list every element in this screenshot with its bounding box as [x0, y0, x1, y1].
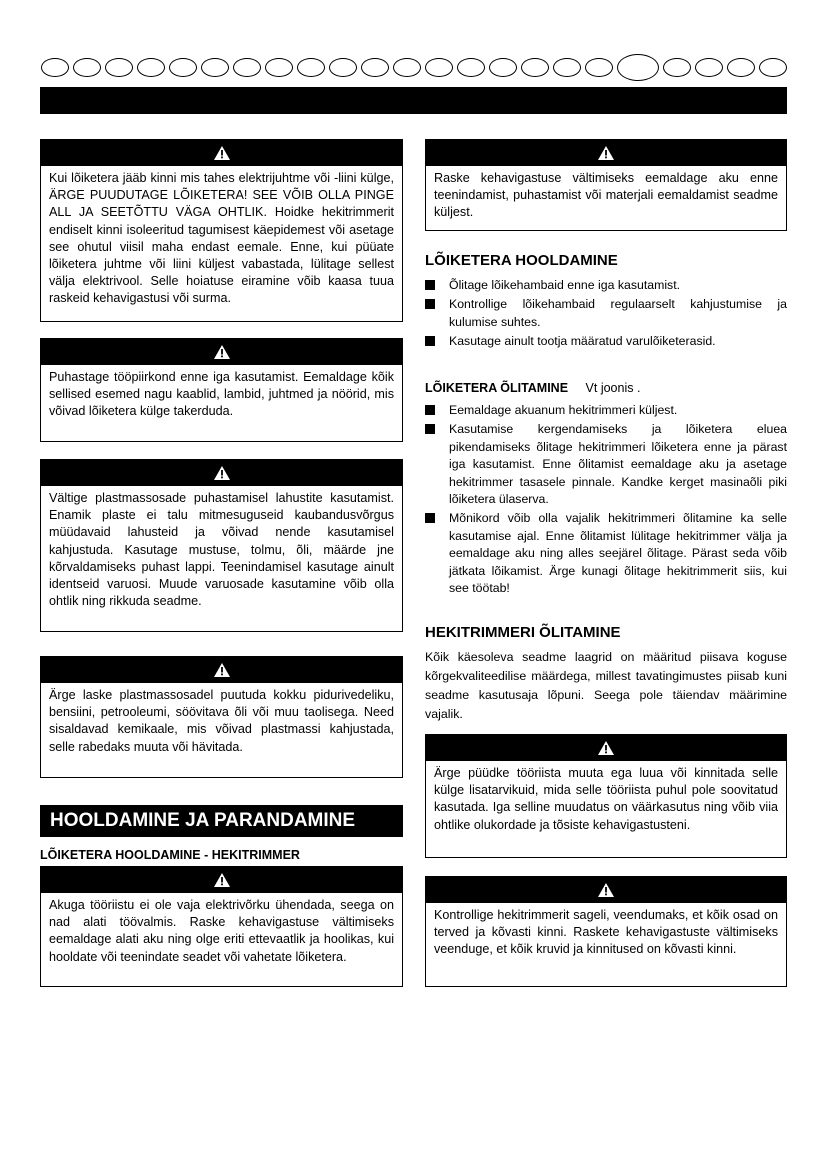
warning-triangle-icon: [214, 663, 230, 677]
blade-oiling-heading: [425, 381, 640, 395]
language-tab: [169, 58, 197, 77]
trimmer-oiling-text: Kõik käesoleva seadme laagrid on määritud piisava koguse kõrgekvaliteedilise määrdega, millest tavatingimustes piisab kuni seadme kasutusaja lõpuni. Seega pole täiendav määrimine vajalik.: [425, 650, 787, 721]
language-tab: [727, 58, 755, 77]
warning-text: Ärge laske plastmassosadel puutuda kokku pidurivedeliku, bensiini, petrooleumi, söövitava õli või muu taolisega. Need sisaldavad kemikaale, mis võivad plastmassi kahjustada, selle rabedaks muuta või hävitada.: [49, 688, 394, 754]
trimmer-oiling-heading: HEKITRIMMERI ÕLITAMINE: [425, 624, 621, 641]
list-item: Õlitage lõikehambaid enne iga kasutamist.: [425, 277, 787, 294]
language-tab: [41, 58, 69, 77]
list-item: Kontrollige lõikehambaid regulaarselt kahjustumise ja kulumise suhtes.: [425, 296, 787, 331]
warning-triangle-icon: [214, 873, 230, 887]
warning-header: [426, 877, 786, 903]
language-tab: [553, 58, 581, 77]
warning-triangle-icon: [598, 741, 614, 755]
language-tab: [105, 58, 133, 77]
square-bullet-icon: [425, 405, 435, 415]
blade-care-heading: LÕIKETERA HOOLDAMINE: [425, 252, 618, 269]
warning-text: Ärge püüdke tööriista muuta ega luua või kinnitada selle külge lisatarvikuid, mida selle tööriista puhul pole soovitatud kasutada. Iga selline muudatus on väärkasutus ning võib viia ohtlike olukordade ja tõsiste kehavigastusteni.: [434, 766, 778, 832]
square-bullet-icon: [425, 280, 435, 290]
warning-triangle-icon: [214, 466, 230, 480]
language-tab: [425, 58, 453, 77]
language-tab: [521, 58, 549, 77]
list-item: Eemaldage akuanum hekitrimmeri küljest.: [425, 402, 787, 419]
warning-box-modification: [425, 734, 787, 858]
warning-box-inspection: [425, 876, 787, 987]
warning-box-solvents: [40, 459, 403, 632]
warning-triangle-icon: [214, 345, 230, 359]
language-tab: [759, 58, 787, 77]
warning-header: [41, 140, 402, 166]
warning-box-clean-area: [40, 338, 403, 442]
square-bullet-icon: [425, 513, 435, 523]
language-tabs: [41, 56, 787, 78]
language-tab: [297, 58, 325, 77]
warning-text: Akuga tööriistu ei ole vaja elektrivõrku ühendada, seega on nad alati töövalmis. Raske kehavigastuse vältimiseks eemaldage alati aku ning olge eriti ettevaatlik ja hoolikas, kui hooldate või teenindate seadet või vahetate lõiketera.: [49, 898, 394, 964]
warning-header: [41, 657, 402, 683]
language-tab: [73, 58, 101, 77]
language-tab: [695, 58, 723, 77]
warning-header: [41, 460, 402, 486]
blade-oiling-list: [425, 402, 787, 599]
language-tab: [265, 58, 293, 77]
warning-header: [426, 140, 786, 166]
language-tab: [585, 58, 613, 77]
warning-text: Raske kehavigastuse vältimiseks eemaldage aku enne teenindamist, puhastamist või materjali eemaldamist seadme küljest.: [434, 171, 778, 220]
warning-triangle-icon: [598, 883, 614, 897]
language-tab: [137, 58, 165, 77]
section-title: HOOLDAMINE JA PARANDAMINE: [40, 805, 403, 837]
square-bullet-icon: [425, 299, 435, 309]
language-tab: [329, 58, 357, 77]
warning-box-battery: [40, 866, 403, 987]
language-tab: [457, 58, 485, 77]
warning-box-chemicals: [40, 656, 403, 778]
warning-header: [41, 867, 402, 893]
language-tab-active: [617, 54, 659, 81]
warning-triangle-icon: [598, 146, 614, 160]
blade-maintenance-subheading: LÕIKETERA HOOLDAMINE - HEKITRIMMER: [40, 848, 300, 862]
warning-text: Kontrollige hekitrimmerit sageli, veendumaks, et kõik osad on terved ja kõvasti kinni. Raskete kehavigastuste vältimiseks veenduge, et kõik kruvid ja kinnitused on kõvasti kinni.: [434, 908, 778, 957]
blade-care-list: [425, 277, 787, 353]
list-item: Kasutamise kergendamiseks ja lõiketera eluea pikendamiseks õlitage hekitrimmeri lõiketera enne ja pärast iga kasutamist. Enne õlitamist eemaldage aku ja asetage hekitrimmer tasasele pinnale. Kandke kerget masinaõli piki lõiketera ülaserva.: [425, 421, 787, 508]
list-item: Kasutage ainult tootja määratud varulõiketerasid.: [425, 333, 787, 350]
warning-text: Puhastage tööpiirkond enne iga kasutamist. Eemaldage kõik sellised esemed nagu kaablid, lambid, juhtmed ja nöörid, mis võivad lõiketera külge takerduda.: [49, 370, 394, 419]
warning-text: Kui lõiketera jääb kinni mis tahes elektrijuhtme või -liini külge, ÄRGE PUUDUTAGE LÕIKETERA! SEE VÕIB OLLA PINGE ALL JA SEETÕTTU VÄGA OHTLIK. Hoidke hekitrimmerit endiselt kinni isoleeritud tagumisest käepidemest või asetage see ohutul viisil maha endast eemale. Enne, kui püüate lõiketera juhtme või liini küljest vabastada, lülitage sellest välja elektrivool. Selle hoiatuse eiramine võib kaasa tuua raskeid kehavigastusi või surma.: [49, 171, 394, 306]
language-tab: [393, 58, 421, 77]
figure-reference: Vt joonis .: [585, 381, 641, 395]
language-tab: [233, 58, 261, 77]
warning-box-wire: [40, 139, 403, 322]
language-tab: [361, 58, 389, 77]
square-bullet-icon: [425, 424, 435, 434]
language-tab: [201, 58, 229, 77]
warning-text: Vältige plastmassosade puhastamisel lahustite kasutamist. Enamik plaste ei talu mitmesuguseid kaubandusvõrgus müüdavaid lahusteid ja võivad nende kasutamisel kahjustuda. Kasutage mustuse, tolmu, õli, määrde jne kõrvaldamiseks puhast lappi. Teenindamisel kasutage ainult identseid varuosi. Muude varuosade kasutamine võib olla ohtlik ning rikkuda seadme.: [49, 491, 394, 609]
blade-oiling-title: LÕIKETERA ÕLITAMINE: [425, 381, 569, 395]
list-item: Mõnikord võib olla vajalik hekitrimmeri õlitamine ka selle kasutamise ajal. Enne õlitamist lülitage hekitrimmer välja ja eemaldage aku ning alles seejärel õlitage. Pärast seda võib jätkata lõikamist. Ärge kunagi õlitage hekitrimmerit siis, kui see töötab!: [425, 510, 787, 597]
warning-header: [426, 735, 786, 761]
warning-header: [41, 339, 402, 365]
language-tab: [663, 58, 691, 77]
warning-triangle-icon: [214, 146, 230, 160]
warning-box-remove-battery: [425, 139, 787, 231]
square-bullet-icon: [425, 336, 435, 346]
language-tab: [489, 58, 517, 77]
header-bar: [40, 87, 787, 114]
